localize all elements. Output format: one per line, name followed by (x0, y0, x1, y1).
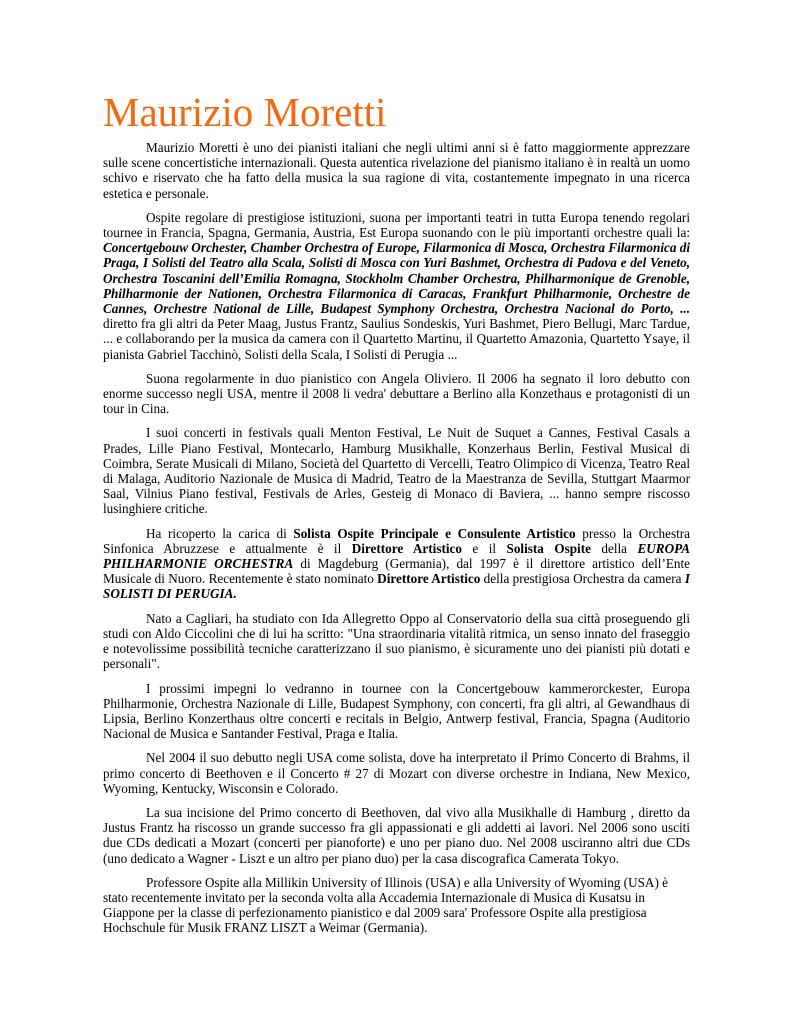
role-solista-ospite: Solista Ospite (506, 540, 591, 556)
role-direttore-artistico-2: Direttore Artistico (377, 571, 481, 587)
orchestras-list: Concertgebouw Orchester, Chamber Orchestra of Europe, Filarmonica di Mosca, Orchestra Filarmonica di Praga, I Solisti del Teatro alla Scala, Solisti di Mosca con Yuri Bashmet, Orchestra di Padova e del Veneto, Orchestra Toscanini dell’Emilia Romagna, Stockholm Chamber Orchestra, Philharmonique de Grenoble, Philharmonie der Nationen, Orchestra Filarmonica di Caracas, Frankfurt Philharmonie, Orchestre de Cannes, Orchestre National de Lille, Budapest Symphony Orchestra, Orchestra Nacional do Porto, ... (103, 240, 690, 317)
roles-text-1: Ha ricoperto la carica di (146, 525, 294, 541)
paragraph-education: Nato a Cagliari, ha studiato con Ida Allegretto Oppo al Conservatorio della sua città proseguendo gli studi con Aldo Ciccolini che di lui ha scritto: "Una straordinaria vitalità ritmica, un senso innato del fraseggio e notevolissime possibilità tecniche caratterizzano il suo pianismo, è sicuramente uno dei pianisti più dotati e personali". (103, 610, 690, 672)
orchestras-rest-text: diretto fra gli altri da Peter Maag, Justus Frantz, Saulius Sondeskis, Yuri Bashmet, Piero Bellugi, Marc Tardue, ... e collaborando per la musica da camera con il Quartetto Martinu, il Quartetto Amazonia, Quartetto Ysaye, il pianista Gabriel Tacchinò, Solisti della Scala, I Solisti di Perugia ... (103, 316, 690, 362)
paragraph-intro: Maurizio Moretti è uno dei pianisti italiani che negli ultimi anni si è fatto maggiormente apprezzare sulle scene concertistiche internazionali. Questa autentica rivelazione del pianismo italiano è in realtà un uomo schivo e riservato che ha fatto della musica la sua ragione di vita, costantemente impegnato in una ricerca estetica e personale. (103, 140, 690, 201)
paragraph-recordings: La sua incisione del Primo concerto di Beethoven, dal vivo alla Musikhalle di Hamburg , diretto da Justus Frantz ha riscosso un grande successo fra gli appassionati e gli addetti ai lavori. Nel 2006 sono usciti due CDs dedicati a Mozart (concerti per pianoforte) e uno per piano duo. Nel 2008 usciranno altri due CDs (uno dedicato a Wagner - Liszt e un altro per piano duo) per la casa discografica Camerata Tokyo. (103, 804, 690, 866)
roles-text-6: della prestigiosa Orchestra da camera (480, 571, 685, 587)
role-solista-ospite-principale: Solista Ospite Principale e Consulente Artistico (293, 525, 576, 541)
roles-text-4: della (590, 540, 638, 556)
roles-text-2: presso la Orchestra Sinfonica Abruzzese e attualmente è il (103, 525, 690, 556)
roles-text-3: e il (461, 540, 507, 556)
paragraph-festivals: I suoi concerti in festivals quali Menton Festival, Le Nuit de Suquet a Cannes, Festival Casals a Prades, Lille Piano Festival, Montecarlo, Hamburg Musikhalle, Konzerhaus Berlin, Festival Musical di Coimbra, Serate Musicali di Milano, Società del Quartetto di Vercelli, Teatro Olimpico di Vicenza, Teatro Real di Malaga, Auditorio Nazionale de Musica di Madrid, Teatro de la Maestranza de Sevilla, Stuttgart Maarmor Saal, Vilnius Piano festival, Festivals de Arles, Gesteig di Monaco di Baviera, ... hanno sempre riscosso lusinghiere critiche. (103, 425, 690, 517)
i-solisti-di-perugia: I SOLISTI DI PERUGIA. (103, 571, 690, 602)
paragraph-teaching: Professore Ospite alla Millikin University of Illinois (USA) e alla University of Wyoming (USA) è stato recentemente invitato per la seconda volta alla Accademia Internazionale di Musica di Kusatsu in Giappone per la classe di perfezionamento pianistico e dal 2009 sara' Professore Ospite alla prestigiosa Hochschule für Musik FRANZ LISZT a Weimar (Germania). (103, 874, 668, 936)
biography-body (103, 140, 690, 945)
roles-text-5: di Magdeburg (Germania), dal 1997 è il direttore artistico dell’Ente Musicale di Nuoro. Recentemente è stato nominato (103, 556, 691, 587)
paragraph-usa-debut: Nel 2004 il suo debutto negli USA come solista, dove ha interpretato il Primo Concerto di Brahms, il primo concerto di Beethoven e il Concerto # 27 di Mozart con diverse orchestre in Indiana, New Mexico, Wyoming, Kentucky, Wisconsin e Colorado. (103, 750, 690, 796)
orchestras-intro-text: Ospite regolare di prestigiose istituzioni, suona per importanti teatri in tutta Europa tenendo regolari tournee in Francia, Spagna, Germania, Austria, Est Europa suonando con le più importanti orchestre quali la: (103, 209, 690, 241)
paragraph-orchestras (103, 210, 690, 362)
paragraph-upcoming: I prossimi impegni lo vedranno in tournee con la Concertgebouw kammerorckester, Europa Philharmonie, Orchestra Nazionale di Lille, Budapest Symphony, con concerti, fra gli altri, al Gewandhaus di Lipsia, Berlino Konzerthaus oltre concerti e recitals in Belgio, Antwerp festival, Francia, Spagna (Auditorio Nacional de Musica e Santander Festival, Praga e Italia. (103, 680, 690, 742)
page-title: Maurizio Moretti (103, 89, 387, 135)
europa-philharmonie-orchestra: EUROPA PHILHARMONIE ORCHESTRA (103, 540, 690, 572)
role-direttore-artistico: Direttore Artistico (351, 540, 462, 556)
paragraph-roles (103, 526, 690, 602)
paragraph-duo: Suona regolarmente in duo pianistico con Angela Oliviero. Il 2006 ha segnato il loro debutto con enorme successo negli USA, mentre il 2008 li vedra' debuttare a Berlino alla Konzethaus e protagonisti di un tour in Cina. (103, 370, 690, 417)
